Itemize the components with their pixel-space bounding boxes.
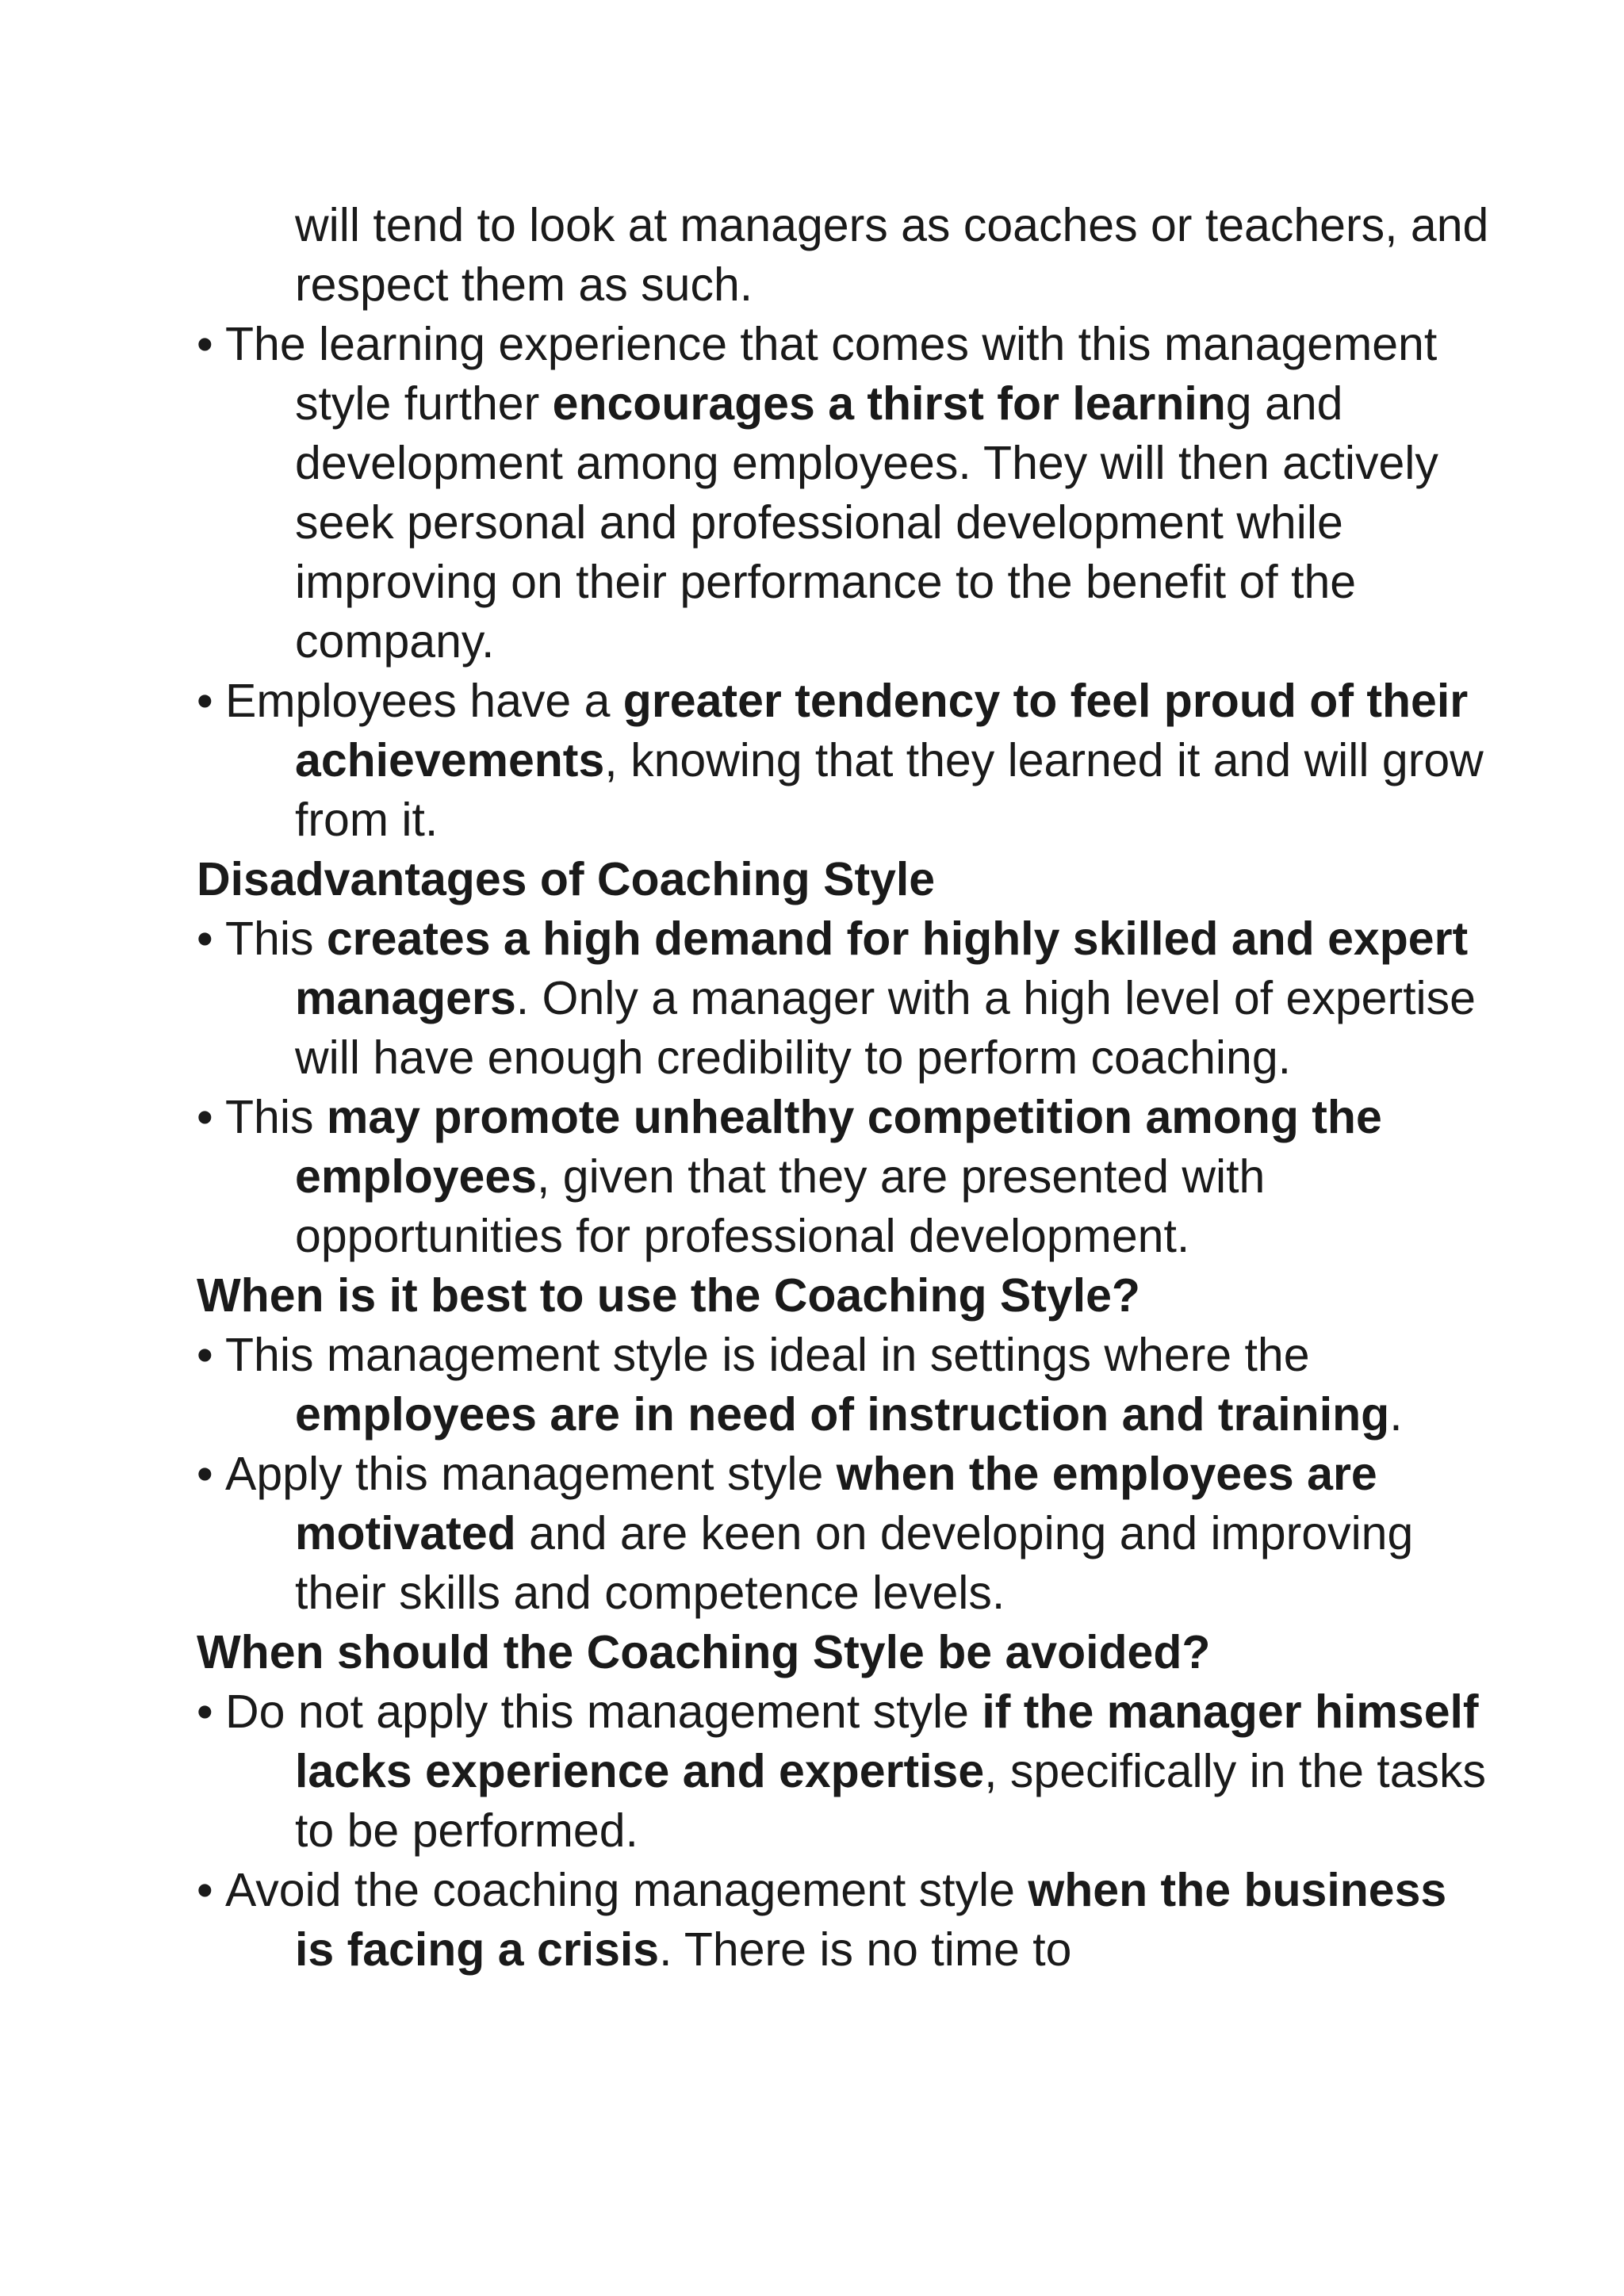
bold-text: creates a high demand for highly skilled and expert managers — [295, 913, 1469, 1024]
text-run: The learning experience that comes with this management style further — [225, 318, 1438, 430]
bold-text: encourages a thirst for learnin — [552, 377, 1226, 430]
bullet-item — [197, 909, 1497, 1088]
bullet-item — [197, 1682, 1497, 1861]
text-run: , specifically in the tasks to be performed. — [295, 1745, 1487, 1857]
continuation-paragraph: will tend to look at managers as coaches or teachers, and respect them as such. — [295, 199, 1489, 311]
bullet-glyph: • — [197, 1448, 213, 1500]
text-run: Do not apply this management style — [225, 1686, 982, 1738]
bullet-glyph: • — [197, 318, 213, 370]
bold-text: when the business is facing a crisis — [295, 1864, 1447, 1976]
when-avoid-heading: When should the Coaching Style be avoided? — [197, 1626, 1211, 1678]
bold-text: greater tendency to feel proud of their achievements — [295, 675, 1469, 786]
bullet-item — [197, 1861, 1497, 1980]
document-body — [197, 196, 1497, 1980]
text-run: This — [225, 913, 327, 965]
disadvantages-heading: Disadvantages of Coaching Style — [197, 853, 936, 905]
bold-text: when the employees are motivated — [295, 1448, 1377, 1559]
bullet-glyph: • — [197, 675, 213, 727]
bullet-item — [197, 315, 1497, 672]
text-run: Apply this management style — [225, 1448, 837, 1500]
bullet-item — [197, 1088, 1497, 1266]
when-best-list — [197, 1326, 1497, 1623]
text-run: This — [225, 1091, 327, 1143]
when-best-heading: When is it best to use the Coaching Style? — [197, 1269, 1140, 1322]
bullet-glyph: • — [197, 1329, 213, 1381]
advantages-list — [197, 315, 1497, 850]
bullet-item — [197, 1326, 1497, 1445]
bullet-glyph: • — [197, 1686, 213, 1738]
disadvantages-list — [197, 909, 1497, 1266]
text-run: g and development among employees. They will then actively seek personal and professional development while improving on their performance to the benefit of the company. — [295, 377, 1438, 668]
text-run: , knowing that they learned it and will grow from it. — [295, 734, 1484, 846]
text-run: . There is no time to — [659, 1923, 1072, 1976]
bold-text: employees are in need of instruction and training — [295, 1388, 1390, 1441]
bold-text: if the manager himself lacks experience and expertise — [295, 1686, 1479, 1797]
bullet-item — [197, 1445, 1497, 1623]
bold-text: may promote unhealthy competition among the employees — [295, 1091, 1382, 1203]
text-run: . — [1389, 1388, 1403, 1441]
text-run: Employees have a — [225, 675, 623, 727]
bullet-glyph: • — [197, 913, 213, 965]
text-run: Avoid the coaching management style — [225, 1864, 1028, 1916]
text-run: This management style is ideal in settings where the — [225, 1329, 1310, 1381]
text-run: , given that they are presented with opportunities for professional development. — [295, 1150, 1266, 1262]
bullet-glyph: • — [197, 1091, 213, 1143]
text-run: . Only a manager with a high level of expertise will have enough credibility to perform coaching. — [295, 972, 1476, 1084]
text-run: and are keen on developing and improving their skills and competence levels. — [295, 1507, 1414, 1619]
bullet-item — [197, 672, 1497, 850]
when-avoid-list — [197, 1682, 1497, 1980]
bullet-glyph: • — [197, 1864, 213, 1916]
